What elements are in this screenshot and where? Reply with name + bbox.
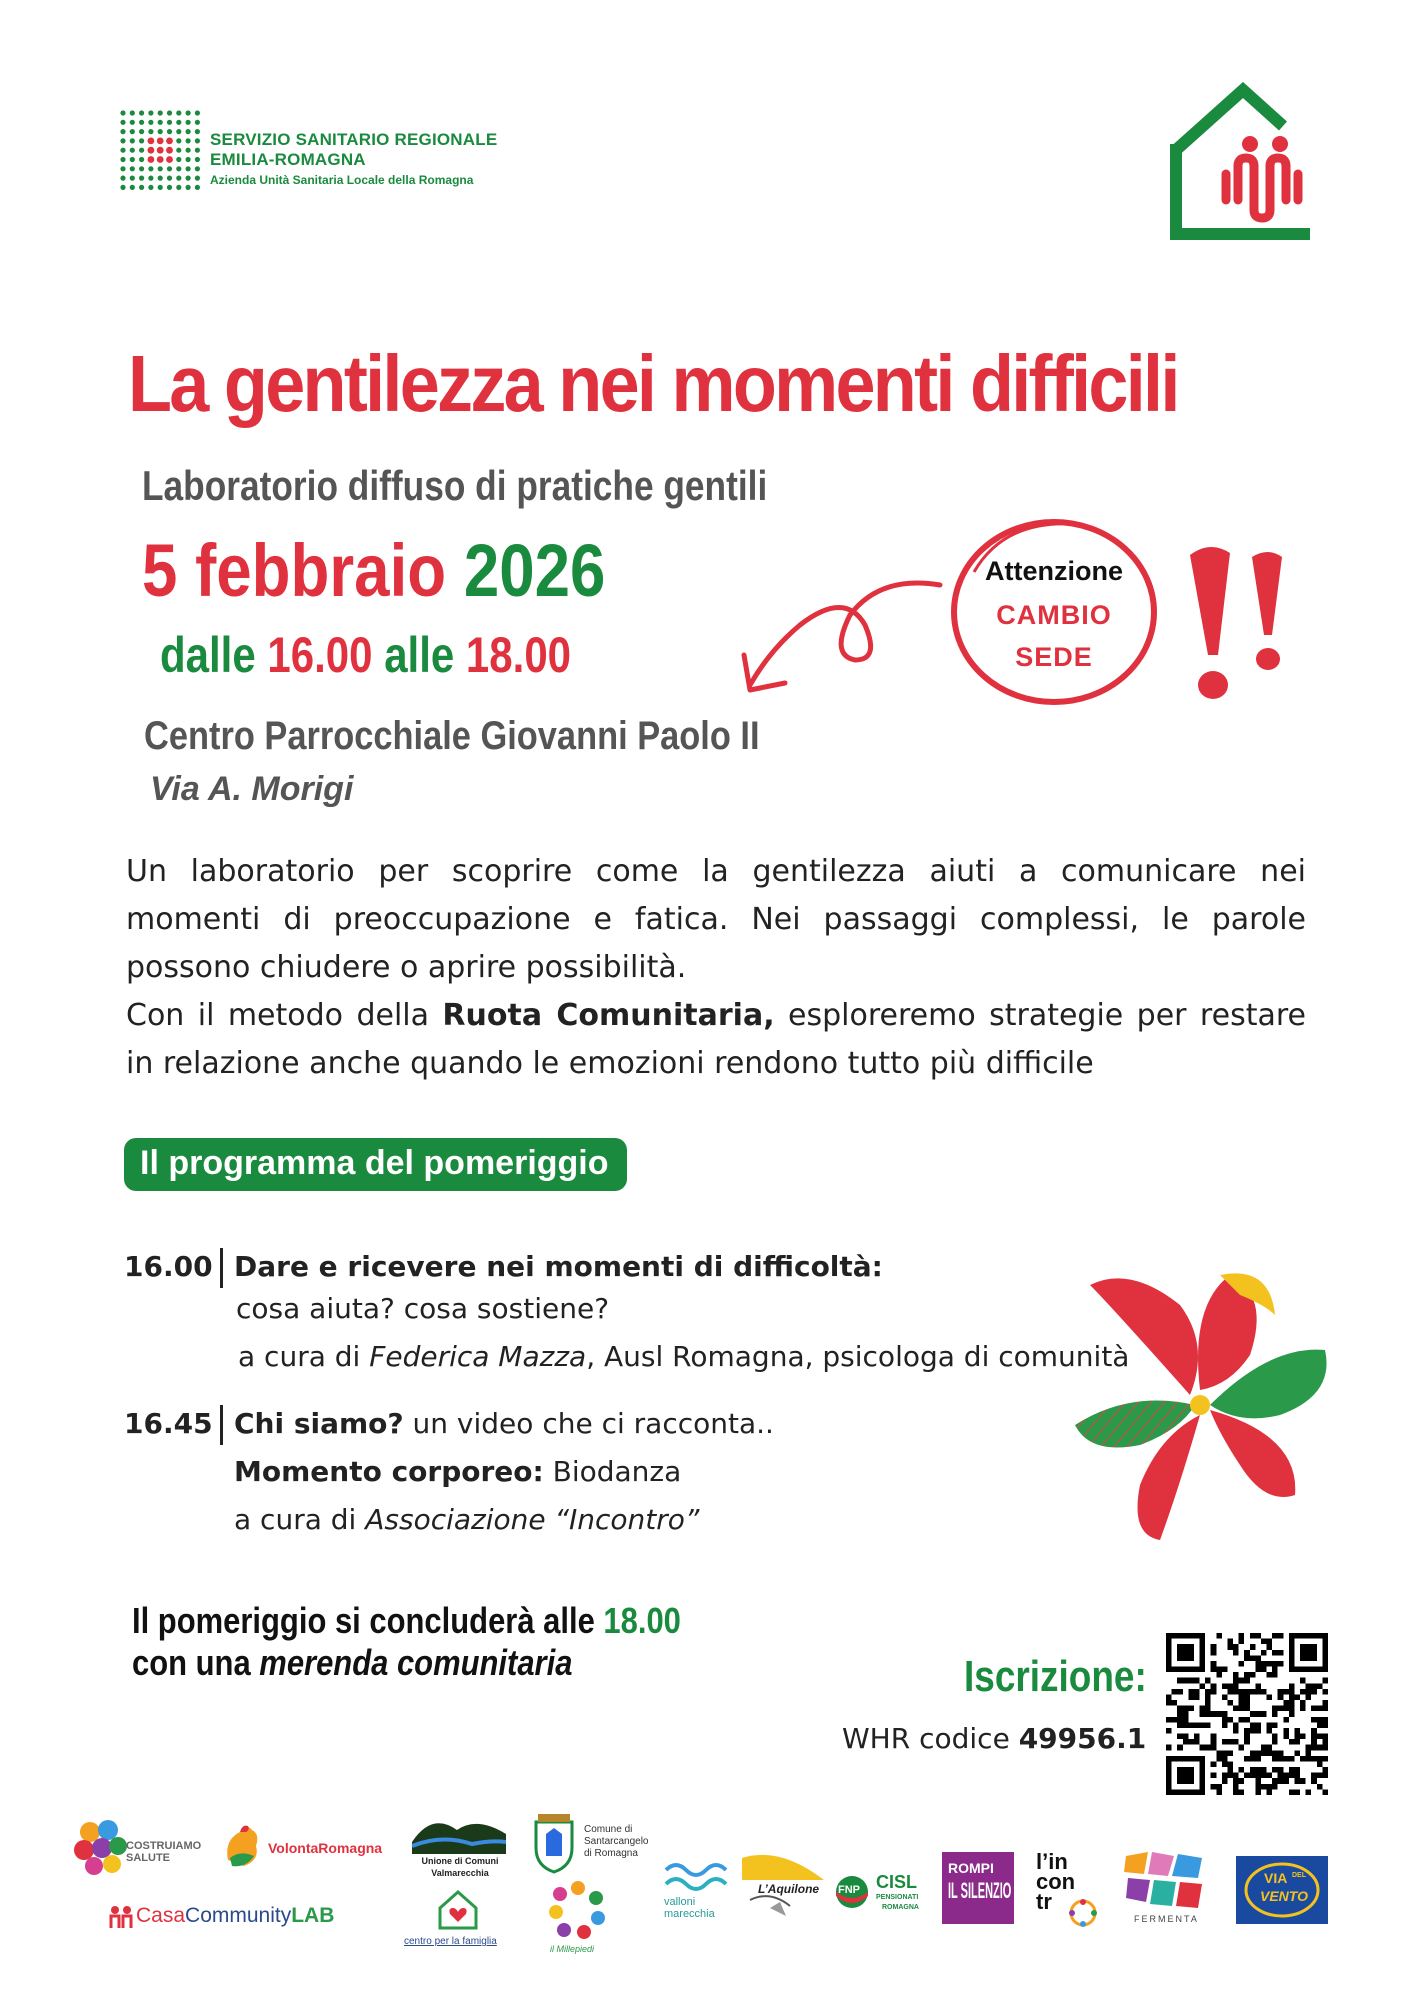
- program-time: 16.00: [124, 1250, 213, 1283]
- logo-dot: [120, 166, 125, 171]
- vdv-line2: DEL: [1292, 1872, 1306, 1879]
- logo-dot: [148, 138, 155, 145]
- logo-dot: [148, 166, 153, 171]
- logo-dot: [139, 120, 144, 125]
- program-heading: Il programma del pomeriggio: [124, 1138, 627, 1191]
- logo-dot: [167, 129, 172, 134]
- logo-dot: [139, 157, 144, 162]
- closing-l2-pre: con una: [132, 1642, 260, 1683]
- description-p2: [126, 992, 1306, 1088]
- cisl-sub2: ROMAGNA: [882, 1904, 919, 1911]
- description: [126, 848, 1306, 1088]
- ssr-line2: EMILIA-ROMAGNA: [210, 150, 366, 169]
- logo-dot: [148, 156, 155, 163]
- unione-line1: Unione di Comuni: [421, 1856, 499, 1866]
- desc-p2-pre: Con il metodo della: [126, 998, 443, 1033]
- people-circle-icon: [1068, 1898, 1098, 1928]
- time-from: 16.00: [267, 627, 373, 683]
- logo-dot: [176, 185, 181, 190]
- logo-dot: [166, 147, 173, 154]
- millepiedi-icon: [548, 1880, 608, 1940]
- logo-dot: [148, 120, 153, 125]
- logo-dot: [120, 110, 125, 115]
- casa-community-lab-logo: [108, 1900, 358, 1934]
- logo-dot: [148, 129, 153, 134]
- logo-dot: [186, 120, 191, 125]
- cisl-sub1: PENSIONATI: [876, 1894, 919, 1901]
- logo-dot: [166, 138, 173, 145]
- registration-label: Iscrizione:: [964, 1652, 1147, 1701]
- logo-dot: [186, 166, 191, 171]
- logo-dot: [195, 120, 200, 125]
- logo-dot: [186, 129, 191, 134]
- time-to: 18.00: [465, 627, 572, 683]
- date-year: 2026: [463, 529, 606, 612]
- logo-dot: [148, 147, 155, 154]
- logo-dot: [158, 120, 163, 125]
- logo-dot: [195, 129, 200, 134]
- logo-dot: [120, 185, 125, 190]
- aquilone-text: L’Aquilone: [758, 1882, 820, 1896]
- rompi-line1: ROMPI: [948, 1860, 994, 1876]
- cc-mid: Community: [185, 1904, 292, 1927]
- ssr-dotgrid-icon: [118, 108, 202, 192]
- code-value: 49956.1: [1018, 1722, 1147, 1755]
- event-subtitle: Laboratorio diffuso di pratiche gentili: [142, 462, 768, 509]
- divider: [220, 1405, 223, 1445]
- date-day: 5 febbraio: [142, 529, 447, 612]
- logo-dot: [176, 157, 181, 162]
- incontro-line2: con: [1036, 1869, 1076, 1894]
- logo-dot: [130, 157, 135, 162]
- pl3-post: , Ausl Romagna, psicologa di comunità: [586, 1340, 1130, 1373]
- pl3-pre: a cura di: [234, 1503, 366, 1536]
- incontro-logo: [1034, 1849, 1106, 1928]
- logo-dot: [176, 176, 181, 181]
- ssr-line1: SERVIZIO SANITARIO REGIONALE: [210, 130, 498, 149]
- hills-icon: [412, 1812, 506, 1854]
- ssr-text: [210, 130, 497, 190]
- logo-dot: [130, 166, 135, 171]
- logo-dot: [130, 129, 135, 134]
- logo-dot: [176, 110, 181, 115]
- logo-dot: [186, 138, 191, 143]
- logo-dot: [195, 148, 200, 153]
- waves-icon: [662, 1858, 730, 1894]
- event-title: La gentilezza nei momenti difficili: [128, 339, 1178, 428]
- logo-dot: [148, 110, 153, 115]
- comune-line1: Comune di: [584, 1824, 633, 1835]
- logo-dot: [158, 129, 163, 134]
- logo-dot: [195, 138, 200, 143]
- badge-line2: CAMBIO: [996, 600, 1112, 630]
- logo-dot: [176, 166, 181, 171]
- logo-dot: [130, 110, 135, 115]
- centro-famiglia-logo: [404, 1888, 514, 1952]
- logo-dot: [139, 138, 144, 143]
- exclamation-marks-icon: [1180, 535, 1300, 715]
- logo-dot: [176, 148, 181, 153]
- logo-dot: [139, 176, 144, 181]
- fnp-cisl-logo: [834, 1868, 934, 1920]
- logo-dot: [195, 110, 200, 115]
- coat-of-arms-icon: [530, 1812, 578, 1874]
- pl3-it: Associazione “Incontro”: [365, 1503, 700, 1536]
- volonta-romagna-text: VolontaRomagna: [268, 1840, 383, 1856]
- logo-dot: [176, 138, 181, 143]
- pt-rest: un video che ci racconta..: [403, 1407, 774, 1440]
- logo-dot: [120, 148, 125, 153]
- logo-dot: [120, 176, 125, 181]
- fermenta-icon: [1122, 1850, 1206, 1912]
- valloni-marecchia-logo: [662, 1858, 734, 1928]
- comune-line2: Santarcangelo: [584, 1836, 649, 1847]
- logo-dot: [120, 129, 125, 134]
- rooster-icon: [220, 1820, 264, 1872]
- centro-famiglia-text: centro per la famiglia: [404, 1936, 497, 1947]
- logo-dot: [186, 148, 191, 153]
- logo-dot: [157, 156, 164, 163]
- logo-dot: [148, 185, 153, 190]
- fermenta-logo: [1122, 1850, 1208, 1930]
- logo-dot: [130, 120, 135, 125]
- badge-line3: SEDE: [1015, 642, 1093, 672]
- logo-dot: [167, 185, 172, 190]
- event-venue: Centro Parrocchiale Giovanni Paolo II: [144, 714, 760, 758]
- logo-dot: [167, 120, 172, 125]
- fnp-text: FNP: [838, 1884, 860, 1896]
- time-from-word: dalle: [160, 627, 256, 683]
- pl2-rest: Biodanza: [543, 1455, 682, 1488]
- event-time: [160, 626, 571, 684]
- logo-dot: [167, 166, 172, 171]
- casa-comunita-icon: [1168, 82, 1318, 242]
- logo-dot: [176, 129, 181, 134]
- ssr-line3: Azienda Unità Sanitaria Locale della Romagna: [210, 173, 474, 187]
- registration-code: [842, 1722, 1146, 1755]
- logo-dot: [176, 120, 181, 125]
- logo-dot: [166, 156, 173, 163]
- closing-line1: [132, 1600, 681, 1642]
- time-to-word: alle: [384, 627, 455, 683]
- incontro-line3: tr: [1036, 1889, 1052, 1914]
- program-line3: [234, 1503, 699, 1536]
- unione-comuni-logo: [412, 1812, 508, 1882]
- flower-illustration-icon: [1070, 1265, 1340, 1550]
- badge-line1: Attenzione: [985, 556, 1123, 586]
- program-line3: [238, 1340, 1129, 1373]
- costruiamo-salute-logo: [72, 1818, 202, 1876]
- program-time: 16.45: [124, 1407, 213, 1440]
- vdv-line3: VENTO: [1260, 1888, 1308, 1904]
- logo-dot: [120, 120, 125, 125]
- logo-dot: [195, 176, 200, 181]
- millepiedi-text: il Millepiedi: [550, 1944, 595, 1954]
- costruiamo-salute-icon: [72, 1818, 132, 1876]
- logo-dot: [139, 166, 144, 171]
- logo-dot: [139, 110, 144, 115]
- attention-badge: [944, 512, 1164, 712]
- casa-community-text: [136, 1904, 334, 1928]
- closing-time: 18.00: [603, 1600, 681, 1641]
- logo-dot: [139, 185, 144, 190]
- pt-bold: Chi siamo?: [234, 1407, 404, 1440]
- logo-dot: [195, 166, 200, 171]
- desc-p2-post: esploreremo strategie per restare in relazione anche quando le emozioni rendono tutto più difficile: [126, 998, 1306, 1081]
- logo-dot: [120, 138, 125, 143]
- closing-text: [132, 1600, 681, 1684]
- logo-dot: [167, 176, 172, 181]
- logo-dot: [167, 110, 172, 115]
- desc-p2-bold: Ruota Comunitaria,: [442, 998, 775, 1033]
- closing-line2: [132, 1642, 681, 1684]
- millepiedi-logo: [544, 1880, 614, 1960]
- valloni-line1: valloni: [664, 1896, 696, 1908]
- description-p1: Un laboratorio per scoprire come la gentilezza aiuti a comunicare nei momenti di preoccupazione e fatica. Nei passaggi complessi, le parole possono chiudere o aprire possibilità.: [126, 854, 1306, 985]
- logo-dot: [186, 176, 191, 181]
- closing-l1-pre: Il pomeriggio si concluderà alle: [132, 1600, 604, 1641]
- logo-dot: [120, 157, 125, 162]
- logo-dot: [139, 129, 144, 134]
- community-icon: [108, 1904, 134, 1930]
- logo-dot: [186, 185, 191, 190]
- logo-dot: [195, 185, 200, 190]
- comune-text: [584, 1824, 649, 1860]
- program-line2: [234, 1455, 681, 1488]
- rompi-line2: IL SILENZIO: [948, 1880, 1012, 1904]
- valloni-text: [664, 1896, 715, 1920]
- logo-dot: [139, 148, 144, 153]
- curved-arrow-icon: [730, 565, 960, 715]
- logo-dot: [195, 157, 200, 162]
- via-del-vento-logo: [1236, 1856, 1328, 1924]
- pl3-pre: a cura di: [238, 1340, 370, 1373]
- program-title: [234, 1407, 774, 1440]
- cc-pre: Casa: [136, 1904, 186, 1927]
- logo-dot: [158, 176, 163, 181]
- logo-dot: [130, 185, 135, 190]
- logo-dot: [130, 138, 135, 143]
- volonta-romagna-logo: [220, 1820, 400, 1876]
- cc-lab: LAB: [291, 1904, 335, 1927]
- rompi-silenzio-logo: [942, 1852, 1014, 1924]
- program-line2: cosa aiuta? cosa sostiene?: [236, 1292, 610, 1325]
- event-date: [142, 528, 605, 613]
- logo-dot: [158, 185, 163, 190]
- logo-dot: [130, 148, 135, 153]
- fermenta-text: FERMENTA: [1134, 1914, 1199, 1924]
- logo-dot: [158, 166, 163, 171]
- logo-dot: [130, 176, 135, 181]
- unione-line2: Valmarecchia: [431, 1868, 489, 1878]
- qr-code-icon[interactable]: [1166, 1633, 1328, 1795]
- logo-dot: [148, 176, 153, 181]
- logo-dot: [157, 147, 164, 154]
- vdv-line1: VIA: [1264, 1870, 1288, 1886]
- logo-dot: [186, 110, 191, 115]
- costruiamo-salute-text: COSTRUIAMO SALUTE: [126, 1840, 202, 1864]
- ssr-logo: [118, 108, 518, 198]
- pl3-it: Federica Mazza: [369, 1340, 587, 1373]
- pl2-bold: Momento corporeo:: [234, 1455, 544, 1488]
- house-heart-icon: [436, 1888, 480, 1932]
- logo-dot: [157, 138, 164, 145]
- program-title: Dare e ricevere nei momenti di difficoltà:: [234, 1250, 883, 1283]
- logo-dot: [186, 157, 191, 162]
- comune-santarcangelo-logo: [530, 1812, 660, 1876]
- valloni-line2: marecchia: [664, 1908, 715, 1920]
- event-address: Via A. Morigi: [150, 770, 354, 808]
- aquilone-logo: [740, 1850, 830, 1924]
- comune-line3: di Romagna: [584, 1848, 638, 1859]
- logo-dot: [158, 110, 163, 115]
- incontro-line1: l’in: [1036, 1849, 1068, 1874]
- divider: [220, 1248, 223, 1288]
- closing-l2-it: merenda comunitaria: [259, 1642, 573, 1683]
- cisl-text: CISL: [876, 1872, 918, 1892]
- code-pre: WHR codice: [842, 1722, 1019, 1755]
